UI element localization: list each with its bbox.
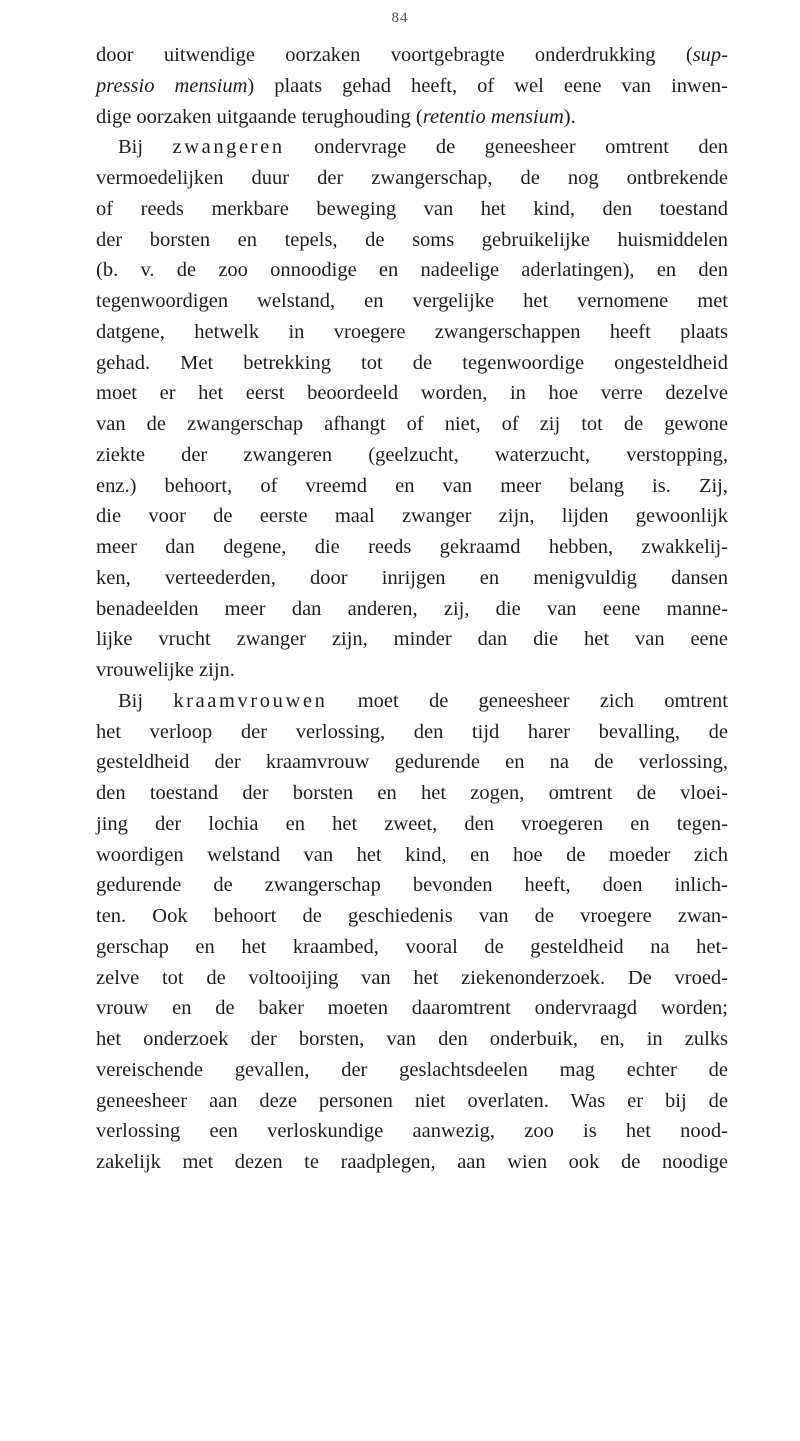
text-line (96, 993, 728, 1024)
text-segment: zakelijk met dezen te raadplegen, aan wien ook de noodige (96, 1151, 728, 1173)
text-line (96, 40, 728, 71)
text-line (96, 624, 728, 655)
text-line (96, 1024, 728, 1055)
text-line (96, 901, 728, 932)
text-segment: die voor de eerste maal zwanger zijn, lijden gewoonlijk (96, 505, 728, 528)
text-segment: datgene, hetwelk in vroegere zwangerschappen heeft plaats (96, 320, 728, 343)
text-segment: den toestand der borsten en het zogen, omtrent de vloei- (96, 782, 728, 804)
text-segment: geneesheer aan deze personen niet overlaten. Was er bij de (96, 1089, 728, 1112)
text-segment: ten. Ook behoort de geschiedenis van de vroegere zwan- (96, 905, 728, 927)
text-segment: door uitwendige oorzaken voortgebragte onderdrukking ( (96, 44, 693, 66)
text-segment: ) plaats gehad heeft, of wel eene van inwen- (247, 74, 728, 97)
text-segment: vereischende gevallen, der geslachtsdeelen mag echter de (96, 1058, 728, 1081)
text-line (96, 655, 728, 686)
text-segment: vrouw en de baker moeten daaromtrent ondervraagd worden; (96, 997, 728, 1020)
text-segment: vrouwelijke zijn. (96, 659, 235, 681)
text-segment: gerschap en het kraambed, vooral de gesteldheid na het- (96, 935, 728, 958)
text-segment: ziekte der zwangeren (geelzucht, waterzucht, verstopping, (96, 443, 728, 466)
text-line (96, 348, 728, 379)
text-line (96, 102, 728, 133)
text-segment: der borsten en tepels, de soms gebruikelijke huismiddelen (96, 228, 728, 251)
text-line (96, 747, 728, 778)
text-segment: (b. v. de zoo onnoodige en nadeelige aderlatingen), en den (96, 259, 728, 282)
text-line (96, 71, 728, 102)
text-line (96, 717, 728, 748)
text-line (96, 686, 728, 717)
italic-term: retentio mensium (422, 105, 564, 128)
text-segment: het onderzoek der borsten, van den onderbuik, en, in zulks (96, 1028, 728, 1050)
body-text (96, 40, 728, 1178)
text-segment: Bij (118, 689, 174, 712)
text-line (96, 1147, 728, 1178)
text-line (96, 840, 728, 871)
text-line (96, 409, 728, 440)
text-line (96, 532, 728, 563)
text-segment: ken, verteederden, door inrijgen en menigvuldig dansen (96, 566, 728, 589)
text-segment: dige oorzaken uitgaande terughouding ( (96, 105, 423, 128)
text-line (96, 163, 728, 194)
text-line (96, 501, 728, 532)
text-segment: benadeelden meer dan anderen, zij, die van eene manne- (96, 597, 728, 620)
text-segment: Bij (118, 136, 173, 159)
text-line (96, 778, 728, 809)
text-segment: jing der lochia en het zweet, den vroegeren en tegen- (96, 812, 728, 835)
spaced-keyword: zwangeren (172, 136, 285, 159)
italic-term: pressio mensium (96, 74, 248, 97)
text-segment: lijke vrucht zwanger zijn, minder dan die het van eene (96, 628, 728, 651)
text-line (96, 1116, 728, 1147)
text-segment: of reeds merkbare beweging van het kind, den toestand (96, 197, 728, 220)
text-line (96, 225, 728, 256)
text-line (96, 809, 728, 840)
spaced-keyword: kraamvrouwen (173, 689, 328, 712)
text-line (96, 1086, 728, 1117)
text-line (96, 132, 728, 163)
text-segment: zelve tot de voltooijing van het ziekenonderzoek. De vroed- (96, 966, 728, 989)
text-line (96, 194, 728, 225)
text-segment: het verloop der verlossing, den tijd harer bevalling, de (96, 720, 728, 743)
text-line (96, 594, 728, 625)
text-segment: gehad. Met betrekking tot de tegenwoordige ongesteldheid (96, 351, 728, 374)
text-line (96, 563, 728, 594)
text-segment: tegenwoordigen welstand, en vergelijke het vernomene met (96, 290, 728, 312)
text-segment: ondervrage de geneesheer omtrent den (284, 136, 728, 159)
text-segment: woordigen welstand van het kind, en hoe de moeder zich (96, 843, 728, 866)
page-number: 84 (391, 10, 409, 26)
text-line (96, 378, 728, 409)
text-line (96, 440, 728, 471)
text-segment: gedurende de zwangerschap bevonden heeft, doen inlich- (96, 874, 728, 897)
text-line (96, 317, 728, 348)
text-line (96, 471, 728, 502)
text-segment: verlossing een verloskundige aanwezig, zoo is het nood- (96, 1120, 728, 1143)
text-segment: moet de geneesheer zich omtrent (327, 689, 728, 712)
text-segment: meer dan degene, die reeds gekraamd hebben, zwakkelij- (96, 536, 728, 558)
text-line (96, 870, 728, 901)
text-segment: enz.) behoort, of vreemd en van meer belang is. Zij, (96, 474, 728, 497)
text-segment: vermoedelijken duur der zwangerschap, de nog ontbrekende (96, 167, 728, 189)
text-segment: van de zwangerschap afhangt of niet, of zij tot de gewone (96, 413, 728, 435)
text-segment: moet er het eerst beoordeeld worden, in hoe verre dezelve (96, 382, 728, 405)
text-line (96, 932, 728, 963)
italic-term: sup- (692, 44, 728, 66)
text-line (96, 963, 728, 994)
text-line (96, 286, 728, 317)
text-line (96, 255, 728, 286)
text-segment: gesteldheid der kraamvrouw gedurende en na de verlossing, (96, 751, 728, 774)
text-line (96, 1055, 728, 1086)
text-segment: ). (563, 105, 576, 128)
